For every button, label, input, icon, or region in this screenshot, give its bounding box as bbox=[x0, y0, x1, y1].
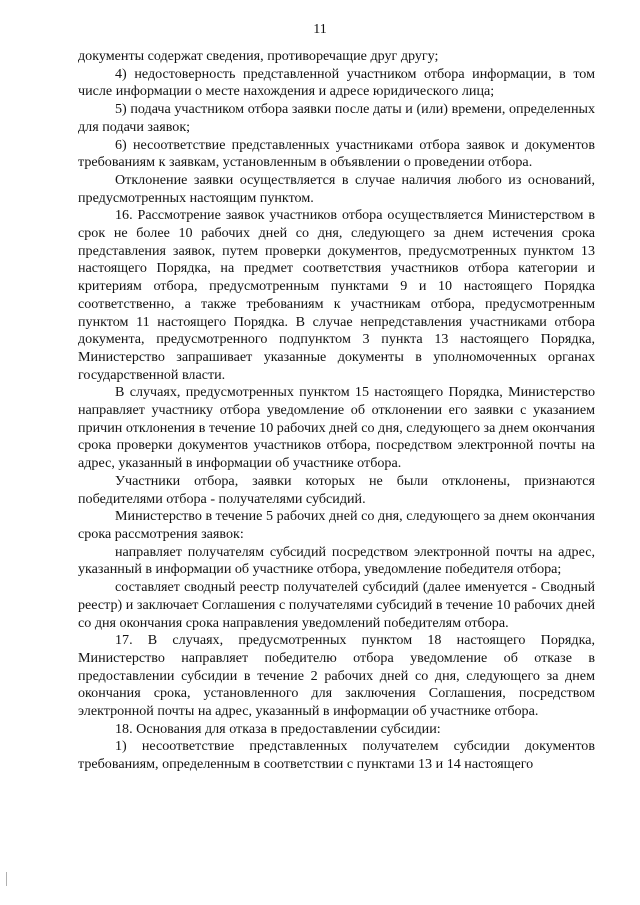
paragraph-item-6: 6) несоответствие представленных участниками отбора заявок и документов требованиям к заявкам, установленным в объявлении о проведении отбора. bbox=[78, 136, 595, 171]
paragraph-summary-register: составляет сводный реестр получателей субсидий (далее именуется - Сводный реестр) и заключает Соглашения с получателями субсидий в течение 10 рабочих дней со дня окончания срока направления уведомлений победителям отбора. bbox=[78, 579, 595, 631]
paragraph-item-5: 5) подача участником отбора заявки после даты и (или) времени, определенных для подачи заявок; bbox=[78, 101, 595, 135]
paragraph-section-16: 16. Рассмотрение заявок участников отбора осуществляется Министерством в срок не более 10 рабочих дней со дня, следующего за днем истечения срока представления заявок, путем проверки документов, предусмотренных пунктом 13 настоящего Порядка, на предмет соответствия участников отбора категории и критериям отбора, предусмотренным пунктами 9 и 10 настоящего Порядка соответственно, а также требованиям к участникам отбора, предусмотренным пунктом 11 настоящего Порядка. В случае непредставления участниками отбора документа, предусмотренного подпунктом 3 пункта 13 настоящего Порядка, Министерство запрашивает указанные документы в уполномоченных органах государственной власти. bbox=[78, 207, 595, 383]
paragraph-section-17: 17. В случаях, предусмотренных пунктом 18 настоящего Порядка, Министерство направляет победителю отбора уведомление об отказе в предоставлении субсидии в течение 2 рабочих дней со дня, следующего за днем окончания срока, установленного для заключения Соглашения, посредством электронной почты на адрес, указанный в информации об участнике отбора. bbox=[78, 632, 595, 720]
scan-edge-mark bbox=[6, 872, 10, 886]
document-body bbox=[78, 48, 595, 774]
paragraph-ministry-actions: Министерство в течение 5 рабочих дней со дня, следующего за днем окончания срока рассмотрения заявок: bbox=[78, 508, 595, 542]
paragraph-item-4: 4) недостоверность представленной участником отбора информации, в том числе информации о месте нахождения и адресе юридического лица; bbox=[78, 65, 595, 100]
paragraph-continuation: документы содержат сведения, противоречащие друг другу; bbox=[78, 48, 439, 64]
paragraph-notify-winners: направляет получателям субсидий посредством электронной почты на адрес, указанный в информации об участнике отбора, уведомление победителя отбора; bbox=[78, 543, 595, 578]
paragraph-section-18: 18. Основания для отказа в предоставлении субсидии: bbox=[115, 720, 441, 737]
page-number: 11 bbox=[313, 22, 327, 37]
paragraph-section-18-item-1: 1) несоответствие представленных получателем субсидии документов требованиям, определенным в соответствии с пунктами 13 и 14 настоящего bbox=[78, 738, 595, 773]
paragraph-rejection-notice: В случаях, предусмотренных пунктом 15 настоящего Порядка, Министерство направляет участнику отбора уведомление об отклонении его заявки с указанием причин отклонения в течение 10 рабочих дней со дня, следующего за днем окончания срока проверки документов участников отбора, посредством электронной почты на адрес, указанный в информации об участнике отбора. bbox=[78, 384, 595, 472]
paragraph-rejection-note: Отклонение заявки осуществляется в случае наличия любого из оснований, предусмотренных настоящим пунктом. bbox=[78, 171, 595, 206]
paragraph-winners: Участники отбора, заявки которых не были отклонены, признаются победителями отбора - получателями субсидий. bbox=[78, 472, 595, 507]
